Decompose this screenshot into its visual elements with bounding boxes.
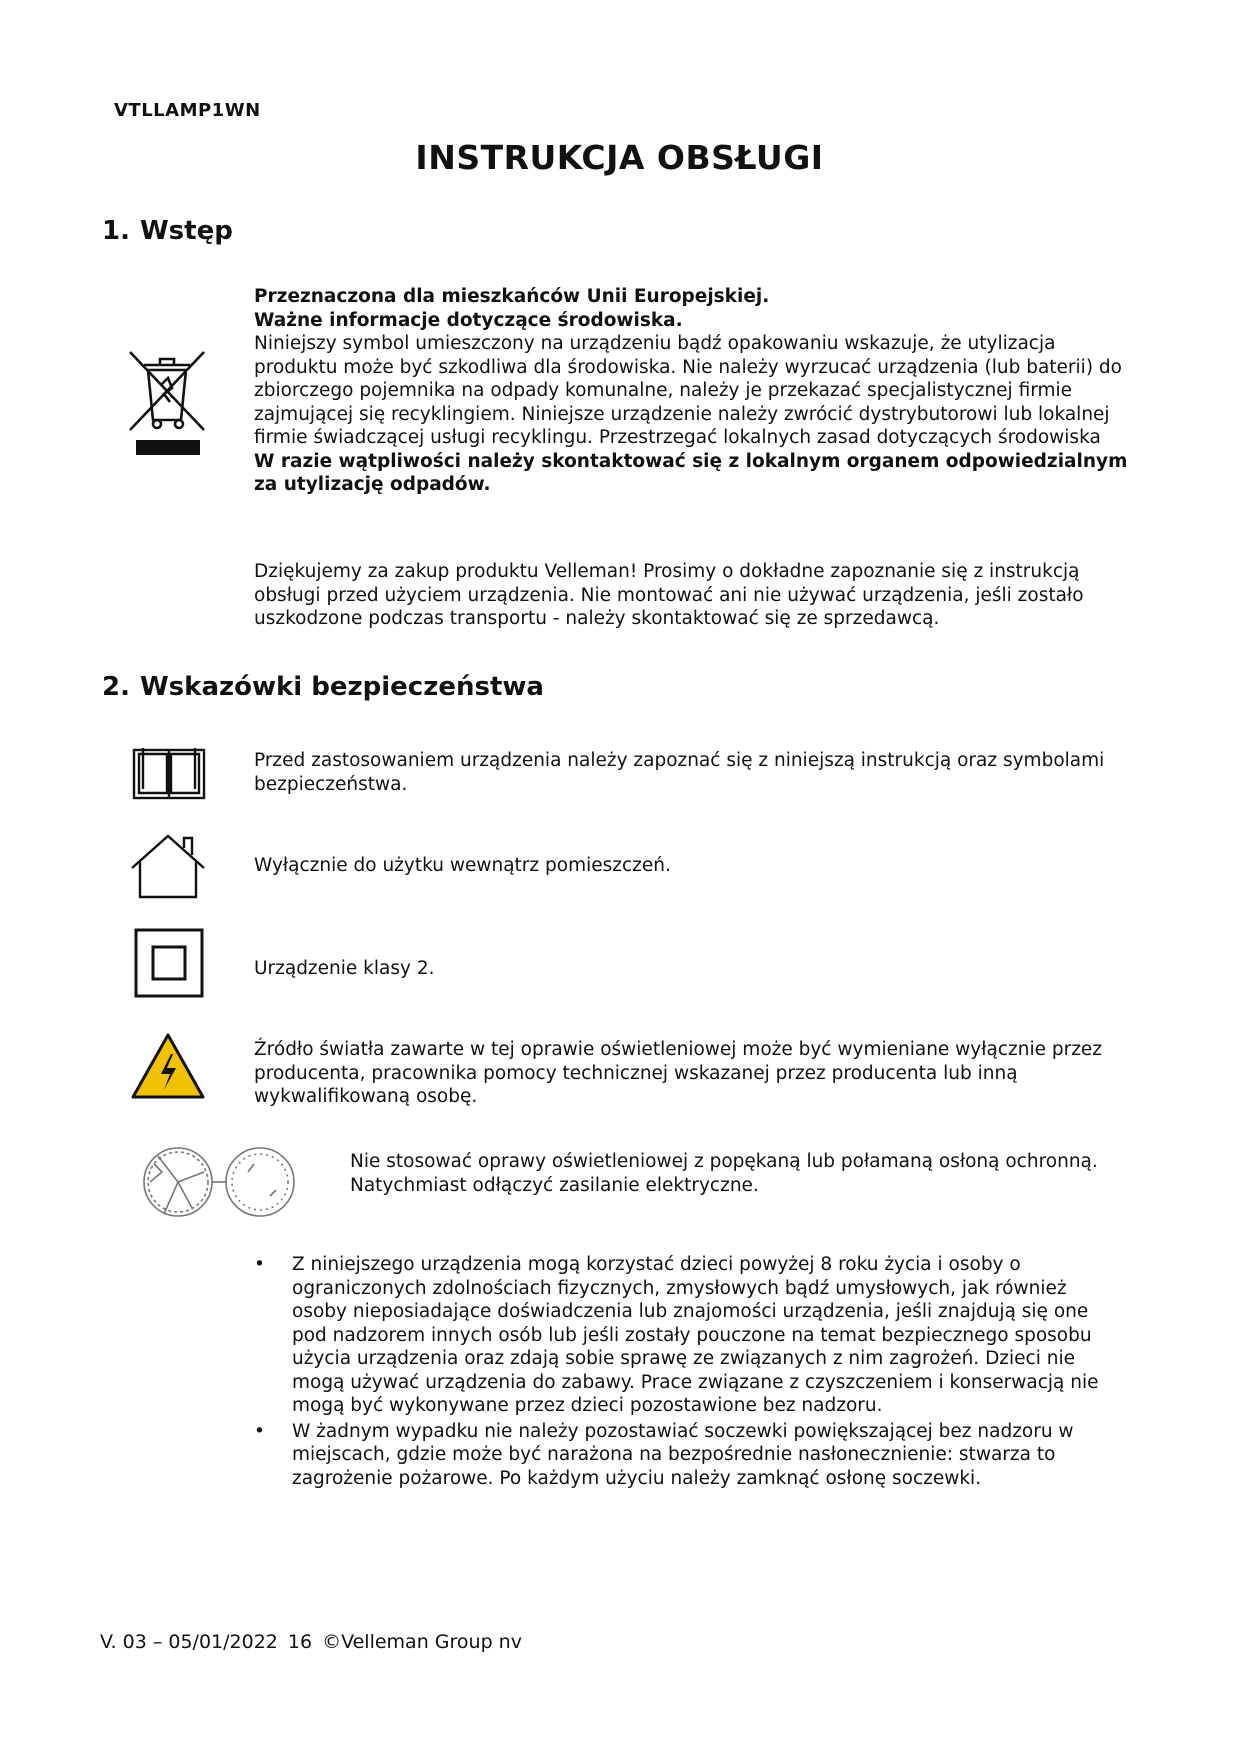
high-voltage-warning-icon <box>130 1032 206 1100</box>
section-2-title: Wskazówki bezpieczeństwa <box>140 672 544 702</box>
class-2-icon <box>134 928 204 998</box>
section-1-number: 1. <box>102 216 130 246</box>
section-1-heading <box>102 216 233 246</box>
weee-crossed-bin-icon <box>126 348 210 463</box>
safety-item-broken-cover: Nie stosować oprawy oświetleniowej z popękaną lub połamaną osłoną ochronną. Natychmiast odłączyć zasilanie elektryczne. <box>350 1151 1098 1196</box>
env-contact-note: W razie wątpliwości należy skontaktować się z lokalnym organem odpowiedzialnym za utylizację odpadów. <box>254 450 1128 495</box>
safety-item-manual: Przed zastosowaniem urządzenia należy zapoznać się z niniejszą instrukcją oraz symbolami bezpieczeństwa. <box>254 750 1105 795</box>
bullet-marker: • <box>254 1254 265 1275</box>
footer-version: V. 03 – 05/01/2022 <box>100 1631 278 1653</box>
safety-item-light-source: Źródło światła zawarte w tej oprawie oświetleniowej może być wymieniane wyłącznie przez producenta, pracownika pomocy technicznej wskazanej przez producenta lub inną wykwalifikowaną osobę. <box>254 1039 1103 1107</box>
manual-book-icon <box>131 744 207 802</box>
environment-info <box>254 285 1134 497</box>
broken-shield-icon <box>140 1142 300 1222</box>
indoor-house-icon <box>128 832 208 900</box>
bullet-text: Z niniejszego urządzenia mogą korzystać dzieci powyżej 8 roku życia i osoby o ograniczonych zdolnościach fizycznych, zmysłowych bądź umysłowych, jak również osoby nieposiadające doświadczenia lub znajomości urządzenia, jeśli znajdują się one pod nadzorem innych osób lub jeśli zostały pouczone na temat bezpiecznego sposobu użycia urządzenia oraz zdają sobie sprawę ze związanych z nim zagrożeń. Dzieci nie mogą używać urządzenia do zabawy. Prace związane z czyszczeniem i konserwacją nie mogą być wykonywane przez dzieci pozostawione bez nadzoru. <box>292 1254 1099 1416</box>
env-important-info: Ważne informacje dotyczące środowiska. <box>254 309 683 331</box>
list-item <box>254 1420 1124 1491</box>
section-2-number: 2. <box>102 672 130 702</box>
section-1-title: Wstęp <box>140 216 233 246</box>
section-2-heading <box>102 672 544 702</box>
list-item <box>254 1253 1124 1418</box>
thank-you-text: Dziękujemy za zakup produktu Velleman! Prosimy o dokładne zapoznanie się z instrukcją obsługi przed użyciem urządzenia. Nie montować ani nie używać urządzenia, jeśli zostało uszkodzone podczas transportu - należy skontaktować się ze sprzedawcą. <box>254 561 1084 629</box>
document-title: INSTRUKCJA OBSŁUGI <box>415 138 824 177</box>
safety-item-class2: Urządzenie klasy 2. <box>254 958 435 979</box>
safety-item-indoor: Wyłącznie do użytku wewnątrz pomieszczeń. <box>254 855 671 876</box>
footer-page-number: 16 <box>287 1631 313 1653</box>
bullet-text: W żadnym wypadku nie należy pozostawiać soczewki powiększającej bez nadzoru w miejscach, gdzie może być narażona na bezpośrednie nasłonecznienie: stwarza to zagrożenie pożarowe. Po każdym użyciu należy zamknąć osłonę soczewki. <box>292 1420 1074 1489</box>
footer-copyright: ©Velleman Group nv <box>322 1631 522 1653</box>
env-body-text: Niniejszy symbol umieszczony na urządzeniu bądź opakowaniu wskazuje, że utylizacja produktu może być szkodliwa dla środowiska. Nie należy wyrzucać urządzenia (lub baterii) do zbiorczego pojemnika na odpady komunalne, należy je przekazać specjalistycznej firmie zajmującej się recyklingiem. Niniejsze urządzenie należy zwrócić dystrybutorowi lub lokalnej firmie świadczącej usługi recyklingu. Przestrzegać lokalnych zasad dotyczących środowiska <box>254 333 1122 448</box>
env-eu-residents: Przeznaczona dla mieszkańców Unii Europejskiej. <box>254 286 770 307</box>
page-footer <box>100 1631 532 1653</box>
model-number: VTLLAMP1WN <box>114 100 261 121</box>
bullet-marker: • <box>254 1420 265 1442</box>
safety-bullet-list <box>254 1253 1124 1492</box>
